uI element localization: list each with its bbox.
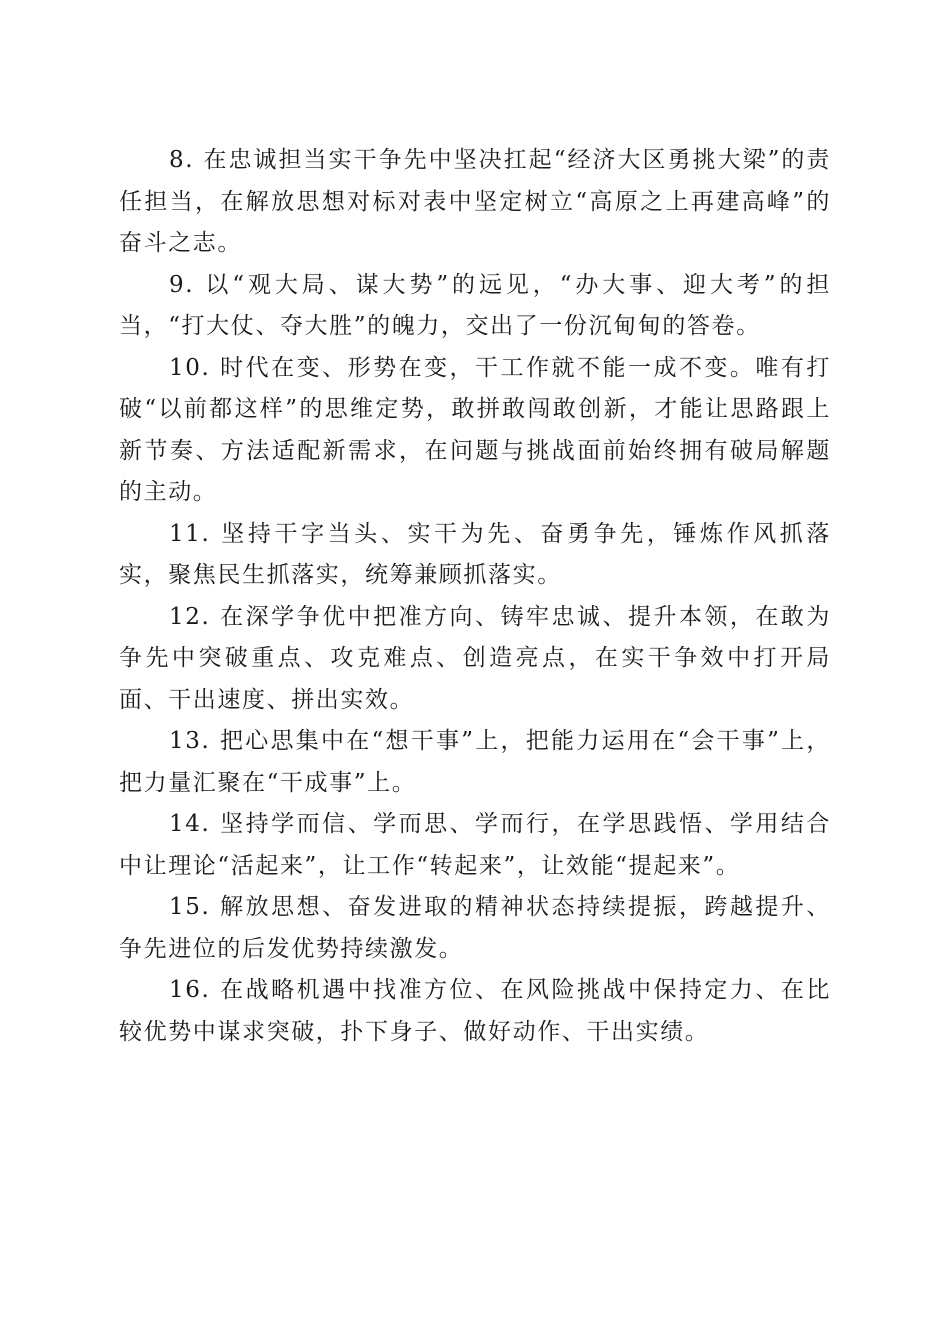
paragraph-9: 9. 以“观大局、谋大势”的远见，“办大事、迎大考”的担当，“打大仗、夺大胜”的魄力，交出了一份沉甸甸的答卷。 [119,271,831,339]
paragraph-13: 13. 把心思集中在“想干事”上，把能力运用在“会干事”上，把力量汇聚在“干成事”上。 [119,728,831,796]
paragraph-8: 8. 在忠诚担当实干争先中坚决扛起“经济大区勇挑大梁”的责任担当，在解放思想对标对表中坚定树立“高原之上再建高峰”的奋斗之志。 [119,147,831,256]
paragraph-15: 15. 解放思想、奋发进取的精神状态持续提振，跨越提升、争先进位的后发优势持续激发。 [119,894,831,962]
paragraph-16: 16. 在战略机遇中找准方位、在风险挑战中保持定力、在比较优势中谋求突破，扑下身子、做好动作、干出实绩。 [119,977,831,1045]
paragraph-14: 14. 坚持学而信、学而思、学而行，在学思践悟、学用结合中让理论“活起来”，让工作“转起来”，让效能“提起来”。 [119,811,831,879]
paragraph-12: 12. 在深学争优中把准方向、铸牢忠诚、提升本领，在敢为争先中突破重点、攻克难点、创造亮点，在实干争效中打开局面、干出速度、拼出实效。 [119,603,831,713]
document-body [119,140,831,1053]
paragraph-10: 10. 时代在变、形势在变，干工作就不能一成不变。唯有打破“以前都这样”的思维定势，敢拼敢闯敢创新，才能让思路跟上新节奏、方法适配新需求，在问题与挑战面前始终拥有破局解题的主动。 [119,354,831,505]
paragraph-11: 11. 坚持干字当头、实干为先、奋勇争先，锤炼作风抓落实，聚焦民生抓落实，统筹兼顾抓落实。 [119,520,831,588]
